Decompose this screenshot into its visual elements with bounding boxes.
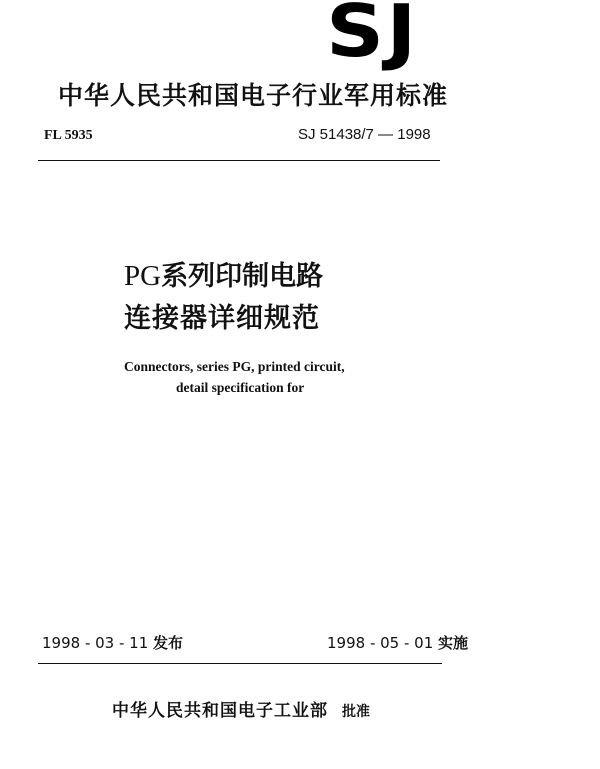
footer-divider [38, 663, 442, 664]
header-divider [38, 160, 440, 161]
approving-authority [112, 696, 370, 721]
issue-label: 发布 [153, 634, 184, 652]
implementation-date [327, 632, 468, 653]
fl-classification-code: FL 5935 [44, 128, 93, 143]
standard-number: SJ 51438/7 — 1998 [298, 126, 431, 143]
document-title-line-2: 连接器详细规范 [124, 303, 320, 334]
english-title-line-1: Connectors, series PG, printed circuit, [124, 359, 345, 374]
issue-date-value: 1998 - 03 - 11 [42, 634, 149, 652]
issue-date [42, 632, 183, 653]
document-title-line-1 [124, 254, 323, 293]
english-title-line-2: detail specification for [176, 380, 305, 395]
approve-label: 批准 [342, 704, 370, 720]
title-latin-prefix: PG [124, 260, 162, 292]
standard-series-title: 中华人民共和国电子行业军用标准 [58, 81, 449, 110]
implementation-label: 实施 [438, 634, 469, 652]
approver-name: 中华人民共和国电子工业部 [112, 701, 328, 721]
sj-logo: SJ [326, 0, 419, 73]
implementation-date-value: 1998 - 05 - 01 [327, 634, 434, 652]
title-line-1-text: 系列印制电路 [161, 261, 324, 292]
